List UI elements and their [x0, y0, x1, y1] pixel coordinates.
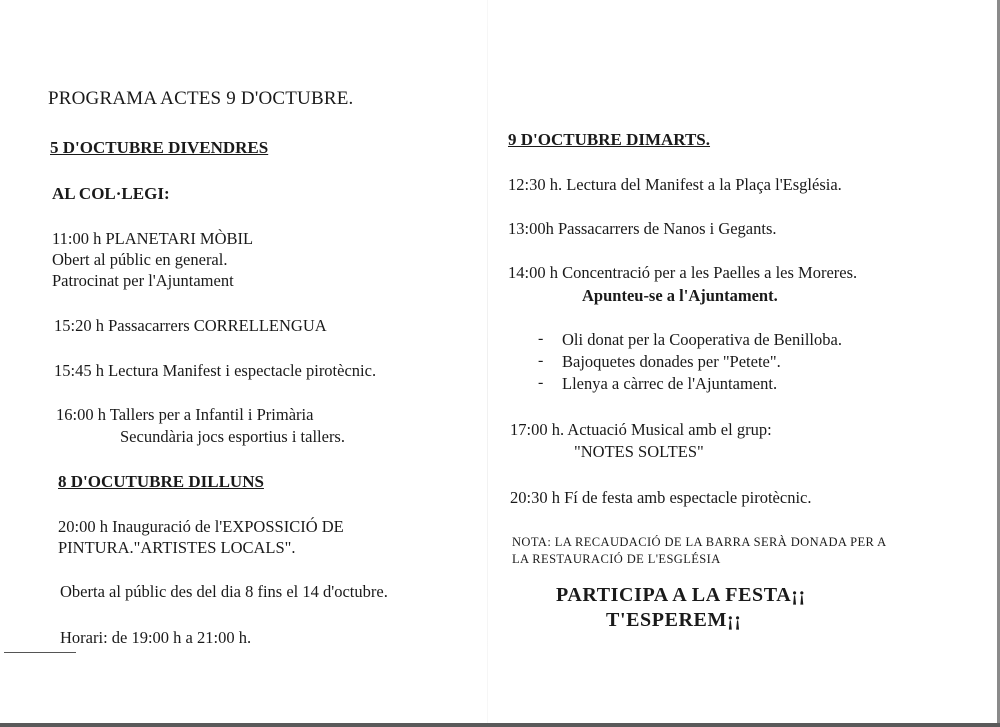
event-workshops-secondary: Secundària jocs esportius i tallers.: [120, 427, 345, 446]
list-item-text: Llenya a càrrec de l'Ajuntament.: [562, 374, 778, 393]
page-title: PROGRAMA ACTES 9 D'OCTUBRE.: [48, 88, 354, 109]
bullet-mark: -: [538, 374, 544, 391]
day-heading-tuesday: 9 D'OCTUBRE DIMARTS.: [508, 130, 711, 149]
closing-call-welcome: T'ESPEREM¡¡: [606, 609, 742, 631]
note-line1: NOTA: LA RECAUDACIÓ DE LA BARRA SERÀ DONADA PER A: [512, 535, 887, 549]
exhibition-hours: Horari: de 19:00 h a 21:00 h.: [60, 628, 252, 647]
bullet-mark: -: [538, 352, 544, 369]
bullet-mark: -: [538, 330, 544, 347]
stray-mark: [4, 652, 76, 653]
exhibition-dates: Oberta al públic des del dia 8 fins el 14 d'octubre.: [60, 582, 388, 601]
event-planetarium-detail: Obert al públic en general.: [52, 250, 228, 269]
event-planetarium-time: 11:00 h PLANETARI MÒBIL: [52, 229, 254, 248]
event-correllengua: 15:20 h Passacarrers CORRELLENGUA: [54, 316, 327, 335]
event-manifest-fireworks: 15:45 h Lectura Manifest i espectacle pirotècnic.: [54, 361, 377, 380]
event-paelles-signup: Apunteu-se a l'Ajuntament.: [582, 286, 778, 305]
day-heading-friday: 5 D'OCTUBRE DIVENDRES: [50, 138, 269, 157]
page-fold: [487, 0, 488, 727]
list-item-text: Bajoquetes donades per "Petete".: [562, 352, 781, 371]
day-heading-monday: 8 D'OCUTUBRE DILLUNS: [58, 472, 264, 491]
event-nanos-gegants: 13:00h Passacarrers de Nanos i Gegants.: [508, 219, 777, 238]
event-exhibition-line1: 20:00 h Inauguració de l'EXPOSSICIÓ DE: [58, 517, 344, 536]
event-manifest-reading: 12:30 h. Lectura del Manifest a la Plaça l'Església.: [508, 175, 842, 194]
event-concert-band: "NOTES SOLTES": [574, 442, 704, 461]
note-line2: LA RESTAURACIÓ DE L'ESGLÉSIA: [512, 552, 721, 566]
event-closing-fireworks: 20:30 h Fí de festa amb espectacle pirotècnic.: [510, 488, 812, 507]
event-exhibition-line2: PINTURA."ARTISTES LOCALS".: [58, 538, 296, 557]
event-workshops: 16:00 h Tallers per a Infantil i Primària: [56, 405, 314, 424]
list-item-text: Oli donat per la Cooperativa de Benilloba.: [562, 330, 842, 349]
venue-heading: AL COL·LEGI:: [52, 184, 170, 203]
event-paelles: 14:00 h Concentració per a les Paelles a les Moreres.: [508, 263, 858, 282]
scan-edge-bottom: [0, 723, 1000, 727]
closing-call-participate: PARTICIPA A LA FESTA¡¡: [556, 584, 806, 606]
event-concert: 17:00 h. Actuació Musical amb el grup:: [510, 420, 772, 439]
event-planetarium-sponsor: Patrocinat per l'Ajuntament: [52, 271, 234, 290]
